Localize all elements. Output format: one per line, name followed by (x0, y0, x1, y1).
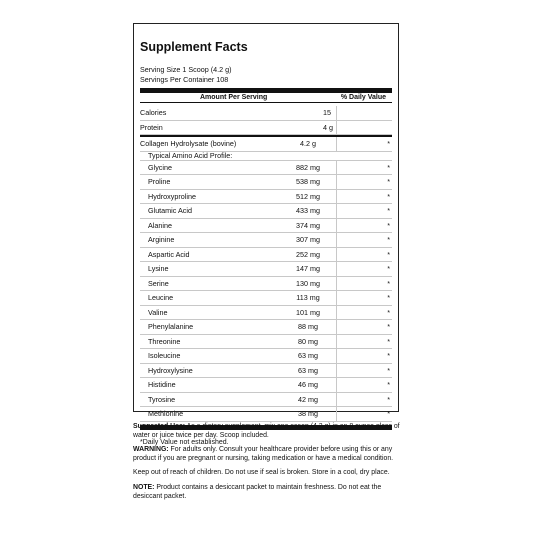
column-divider (336, 364, 337, 378)
column-divider (336, 175, 337, 189)
daily-value: * (387, 177, 390, 186)
warning (133, 446, 403, 463)
daily-value: * (387, 220, 390, 230)
nutrient-name: Glycine (148, 162, 172, 172)
table-row (140, 335, 392, 350)
column-divider (336, 161, 337, 175)
storage-text: Keep out of reach of children. Do not use if seal is broken. Store in a cool, dry place. (133, 469, 390, 477)
nutrient-amount: 113 mg (296, 293, 320, 302)
table-row (140, 106, 392, 121)
nutrient-name: Isoleucine (148, 351, 181, 360)
nutrient-name: Hydroxyproline (148, 191, 196, 201)
table-row (140, 219, 392, 234)
column-divider (336, 233, 337, 247)
nutrient-amount: 882 mg (296, 162, 320, 172)
suggested-use-label: Suggested Use: (133, 423, 186, 430)
suggested-use (133, 423, 403, 440)
table-row (140, 364, 392, 379)
column-divider (336, 219, 337, 233)
serving-size: Serving Size 1 Scoop (4.2 g) (140, 65, 232, 74)
nutrient-name: Leucine (148, 293, 174, 302)
daily-value: * (387, 278, 390, 288)
panel-title: Supplement Facts (140, 40, 248, 54)
nutrient-name: Protein (140, 122, 163, 132)
column-divider (336, 121, 337, 135)
column-divider (336, 106, 337, 120)
column-divider (336, 320, 337, 334)
table-row (140, 121, 392, 136)
label-notes (133, 423, 403, 507)
nutrient-amount: 101 mg (296, 307, 320, 317)
nutrient-name: Collagen Hydrolysate (bovine) (140, 139, 237, 148)
table-row (140, 262, 392, 277)
table-row (140, 349, 392, 364)
daily-value: * (387, 139, 390, 148)
nutrient-name: Serine (148, 278, 169, 288)
nutrient-amount: 4 g (323, 122, 333, 132)
daily-value-header: % Daily Value (340, 94, 386, 101)
column-divider (336, 190, 337, 204)
nutrient-name: Arginine (148, 235, 175, 244)
nutrient-amount: 130 mg (296, 278, 320, 288)
nutrient-name: Histidine (148, 380, 176, 389)
column-divider (336, 204, 337, 218)
column-divider (336, 393, 337, 407)
suggested-use-text: As a dietary supplement, mix one scoop (4.2 g) in an 8 ounce glass of water or juice twice per day. Scoop included. (133, 423, 400, 439)
column-divider (336, 277, 337, 291)
table-row (140, 190, 392, 205)
daily-value: * (387, 351, 390, 360)
nutrient-name: Glutamic Acid (148, 206, 192, 215)
amount-per-serving-header: Amount Per Serving (200, 94, 268, 101)
footnote: *Daily Value not established. (140, 438, 229, 446)
servings-per-container: Servings Per Container 108 (140, 75, 229, 84)
nutrient-name: Lysine (148, 264, 169, 273)
note-text: Product contains a desiccant packet to maintain freshness. Do not eat the desiccant packet. (133, 483, 382, 500)
nutrient-name: Threonine (148, 336, 181, 346)
column-divider (336, 137, 337, 151)
warning-label: WARNING: (133, 446, 169, 454)
nutrient-amount: 538 mg (296, 177, 320, 186)
table-row (140, 204, 392, 219)
daily-value: * (387, 264, 390, 273)
nutrient-amount: 88 mg (298, 322, 318, 331)
table-row (140, 320, 392, 335)
table-row (140, 306, 392, 321)
nutrient-name: Typical Amino Acid Profile: (148, 150, 233, 160)
table-row (140, 378, 392, 393)
note (133, 484, 403, 501)
table-header (140, 88, 392, 103)
nutrient-name: Alanine (148, 220, 172, 230)
daily-value: * (387, 206, 390, 215)
nutrient-name: Valine (148, 307, 168, 317)
daily-value: * (387, 235, 390, 244)
nutrient-amount: 42 mg (298, 394, 318, 404)
daily-value: * (387, 394, 390, 404)
table-row (140, 393, 392, 408)
nutrient-name: Methionine (148, 409, 184, 418)
nutrient-name: Tyrosine (148, 394, 176, 404)
column-divider (336, 248, 337, 262)
column-divider (336, 407, 337, 421)
table-row (140, 161, 392, 176)
nutrient-amount: 80 mg (298, 336, 318, 346)
nutrient-amount: 252 mg (296, 249, 320, 259)
nutrient-amount: 307 mg (296, 235, 320, 244)
daily-value: * (387, 307, 390, 317)
table-row (140, 407, 392, 422)
table-row (140, 233, 392, 248)
nutrient-amount: 374 mg (296, 220, 320, 230)
nutrient-name: Phenylalanine (148, 322, 194, 331)
nutrient-name: Aspartic Acid (148, 249, 190, 259)
nutrient-amount: 4.2 g (300, 139, 316, 148)
daily-value: * (387, 293, 390, 302)
daily-value: * (387, 322, 390, 331)
table-row (140, 175, 392, 190)
daily-value: * (387, 249, 390, 259)
table-row (140, 277, 392, 292)
nutrient-amount: 512 mg (296, 191, 320, 201)
daily-value: * (387, 191, 390, 201)
daily-value: * (387, 380, 390, 389)
column-divider (336, 335, 337, 349)
nutrient-amount: 38 mg (298, 409, 318, 418)
nutrient-name: Calories (140, 108, 167, 117)
nutrient-table (140, 106, 392, 422)
column-divider (336, 306, 337, 320)
nutrient-amount: 15 (323, 108, 331, 117)
column-divider (336, 349, 337, 363)
daily-value: * (387, 336, 390, 346)
column-divider (336, 262, 337, 276)
daily-value: * (387, 365, 390, 375)
nutrient-amount: 433 mg (296, 206, 320, 215)
nutrient-amount: 63 mg (298, 365, 318, 375)
nutrient-amount: 46 mg (298, 380, 318, 389)
table-row (140, 152, 392, 161)
table-row (140, 135, 392, 152)
table-row (140, 248, 392, 263)
nutrient-amount: 147 mg (296, 264, 320, 273)
daily-value: * (387, 409, 390, 418)
warning-text: For adults only. Consult your healthcare provider before using this or any product if you are pregnant or nursing, taking medication or have a medical condition. (133, 446, 394, 462)
table-row (140, 291, 392, 306)
note-label: NOTE: (133, 483, 155, 491)
column-divider (336, 378, 337, 392)
nutrient-name: Proline (148, 177, 171, 186)
column-divider (336, 291, 337, 305)
daily-value: * (387, 162, 390, 172)
nutrient-amount: 63 mg (298, 351, 318, 360)
nutrient-name: Hydroxylysine (148, 365, 193, 375)
